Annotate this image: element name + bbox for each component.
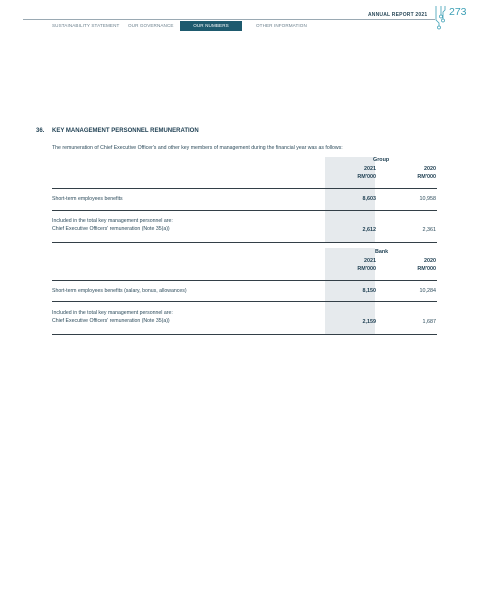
row-label: Short-term employees benefits (salary, bonus, allowances) <box>52 288 187 294</box>
value-2020: 10,958 <box>419 196 436 202</box>
header-rule <box>23 19 435 20</box>
row-label-line1: Included in the total key management personnel are: <box>52 310 173 316</box>
year-header-2021: 2021 <box>364 258 376 264</box>
table-rule <box>52 242 437 243</box>
unit-header-2021: RM'000 <box>357 266 376 272</box>
section-number: 36. <box>36 128 45 134</box>
unit-header-2020: RM'000 <box>417 174 436 180</box>
tab-sustainability-statement[interactable]: SUSTAINABILITY STATEMENT <box>52 23 120 28</box>
tab-our-governance[interactable]: OUR GOVERNANCE <box>128 23 174 28</box>
table-rule <box>52 188 437 189</box>
table-entity-label: Group <box>373 157 390 163</box>
page-number: 273 <box>449 6 467 18</box>
report-title: ANNUAL REPORT 2021 <box>368 12 428 18</box>
table-rule <box>52 301 437 302</box>
value-2020: 2,361 <box>422 227 436 233</box>
row-label-line2: Chief Executive Officers' remuneration (Note 35(a)) <box>52 226 170 232</box>
table-rule <box>52 210 437 211</box>
value-2020: 1,687 <box>422 319 436 325</box>
value-2020: 10,284 <box>419 288 436 294</box>
tab-our-numbers[interactable]: OUR NUMBERS <box>180 21 242 31</box>
year-header-2021: 2021 <box>364 166 376 172</box>
year-header-2020: 2020 <box>424 258 436 264</box>
table-rule <box>52 334 437 335</box>
unit-header-2020: RM'000 <box>417 266 436 272</box>
row-label: Short-term employees benefits <box>52 196 123 202</box>
value-2021: 2,612 <box>362 227 376 233</box>
value-2021: 8,603 <box>362 196 376 202</box>
section-title: KEY MANAGEMENT PERSONNEL REMUNERATION <box>52 128 199 134</box>
value-2021: 8,150 <box>362 288 376 294</box>
row-label-line1: Included in the total key management personnel are: <box>52 218 173 224</box>
tab-other-information[interactable]: OTHER INFORMATION <box>256 23 307 28</box>
value-2021: 2,159 <box>362 319 376 325</box>
table-rule <box>52 280 437 281</box>
circuit-logo-icon <box>433 6 449 30</box>
row-label-line2: Chief Executive Officers' remuneration (Note 35(a)) <box>52 318 170 324</box>
section-intro: The remuneration of Chief Executive Officer's and other key members of management during the financial year was as follows: <box>52 145 343 151</box>
table-entity-label: Bank <box>375 249 389 255</box>
unit-header-2021: RM'000 <box>357 174 376 180</box>
year-header-2020: 2020 <box>424 166 436 172</box>
